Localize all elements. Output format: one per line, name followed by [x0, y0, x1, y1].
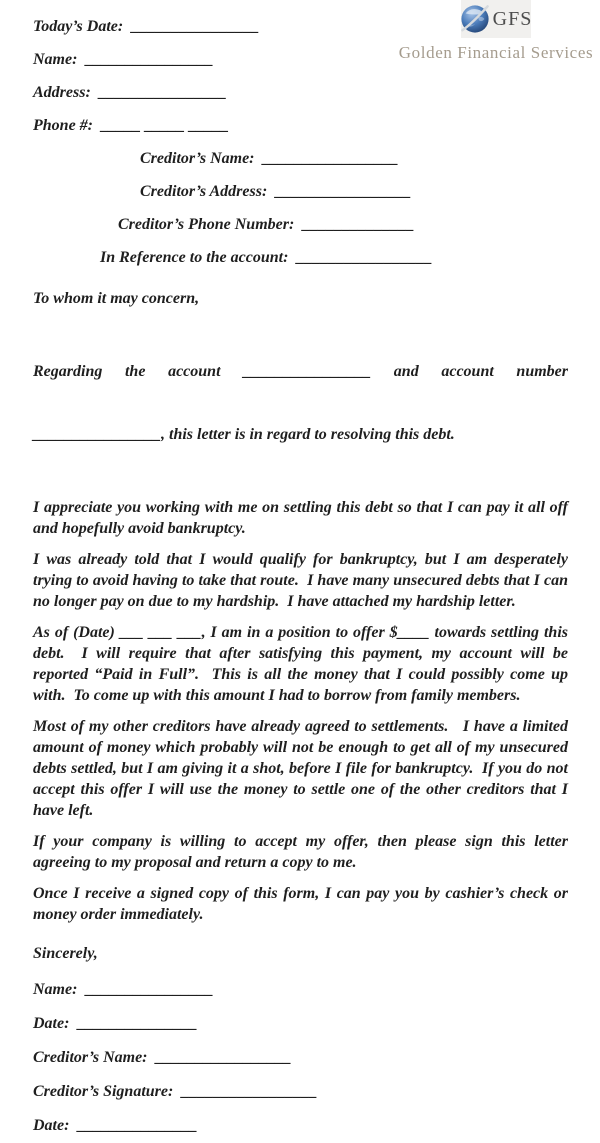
field-label: Creditor’s Name:: [140, 150, 255, 167]
paragraph-bankruptcy-qualify: I was already told that I would qualify for bankruptcy, but I am desperately trying to avoid having to take that route. I have many unsecured debts that I can no longer pay on due to my hardship. I have attached my hardship letter.: [33, 551, 572, 610]
field-label: Creditor’s Phone Number:: [118, 216, 295, 233]
creditor-fields: [0, 142, 600, 274]
logo-abbr: GFS: [492, 8, 533, 30]
field-label: Name:: [33, 51, 78, 68]
field-label: Name:: [33, 981, 78, 998]
closing-section: [33, 935, 600, 1143]
paragraph-other-creditors: Most of my other creditors have already agreed to settlements. I have a limited amount of money which probably will not be enough to get all of my unsecured debts settled, but I am giving it a shot, before I file for bankruptcy. If you do not accept this offer I will use the money to settle one of the other creditors that I have left.: [33, 718, 572, 819]
field-blank-line: _______________: [77, 1015, 198, 1032]
field-blank-line: _________________: [155, 1049, 292, 1066]
closing-salutation: Sincerely,: [33, 945, 98, 962]
field-blank-line: ______________: [302, 216, 415, 233]
field-blank-line: _________________: [262, 150, 399, 167]
field-creditor-phone: [118, 208, 600, 241]
field-blank-line: _________________: [181, 1083, 318, 1100]
logo: [395, 0, 597, 63]
field-creditor-name: [140, 142, 600, 175]
signature-name: [33, 973, 600, 1007]
signature-date-2: [33, 1109, 600, 1143]
signature-date: [33, 1007, 600, 1041]
field-label: Date:: [33, 1117, 70, 1134]
field-blank-line: ________________: [85, 51, 214, 68]
field-blank-line: ________________: [85, 981, 214, 998]
field-label: Phone #:: [33, 117, 93, 134]
regarding-line1: Regarding the account ________________ and account number: [33, 363, 568, 380]
logo-box: [461, 0, 531, 38]
field-label: Creditor’s Name:: [33, 1049, 148, 1066]
field-blank-line: _____ _____ _____: [101, 117, 229, 134]
field-label: Today’s Date:: [33, 18, 124, 35]
field-label: Creditor’s Signature:: [33, 1083, 174, 1100]
field-blank-line: _________________: [296, 249, 433, 266]
signature-creditor-name: [33, 1041, 600, 1075]
company-name: Golden Financial Services: [398, 43, 594, 62]
signature-creditor-signature: [33, 1075, 600, 1109]
field-blank-line: ________________: [98, 84, 227, 101]
field-phone: [33, 109, 600, 142]
letter-body: [33, 288, 572, 925]
paragraph-offer: As of (Date) ___ ___ ___, I am in a position to offer $____ towards settling this debt. I will require that after satisfying this payment, my account will be reported “Paid in Full”. This is all the money that I could possibly come up with. To come up with this amount I had to borrow from family members.: [33, 624, 572, 704]
field-label: In Reference to the account:: [100, 249, 289, 266]
regarding-line2: ________________, this letter is in regard to resolving this debt.: [33, 426, 455, 443]
salutation: To whom it may concern,: [33, 290, 200, 307]
globe-swoosh-icon: [460, 4, 490, 34]
field-blank-line: ________________: [131, 18, 260, 35]
field-label: Date:: [33, 1015, 70, 1032]
field-label: Address:: [33, 84, 91, 101]
paragraph-regarding: [33, 319, 568, 487]
field-blank-line: _________________: [275, 183, 412, 200]
paragraph-sign-letter: If your company is willing to accept my offer, then please sign this letter agreeing to my proposal and return a copy to me.: [33, 833, 572, 871]
field-account-reference: [100, 241, 600, 274]
field-address: [33, 76, 600, 109]
field-label: Creditor’s Address:: [140, 183, 268, 200]
paragraph-appreciate: I appreciate you working with me on settling this debt so that I can pay it all off and hopefully avoid bankruptcy.: [33, 499, 572, 537]
field-blank-line: _______________: [77, 1117, 198, 1134]
field-creditor-address: [140, 175, 600, 208]
paragraph-payment-method: Once I receive a signed copy of this form, I can pay you by cashier’s check or money order immediately.: [33, 885, 572, 923]
